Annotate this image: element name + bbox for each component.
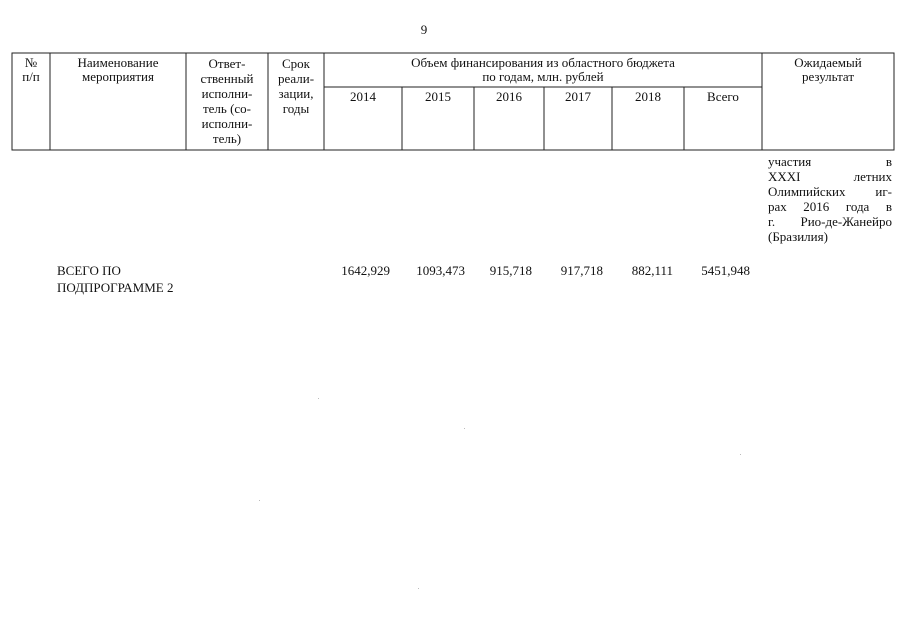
result-word: участия [768,154,812,169]
header-result [762,56,894,84]
header-year-total: Всего [707,89,739,104]
result-line [768,229,892,244]
header-year-2014: 2014 [350,89,376,104]
result-line [768,169,892,184]
header-executor-line: ственный [200,71,254,86]
total-value-2018: 882,111 [631,263,673,278]
header-financing-line: Объем финансирования из областного бюджета [411,55,675,70]
result-word: 2016 [803,199,830,214]
result-word: XXXI [768,169,801,184]
header-result-line: результат [801,69,855,84]
scan-speck [259,500,260,501]
result-line [768,214,892,229]
header-term-line: Срок [282,56,310,71]
total-value-2015: 1093,473 [416,263,465,278]
result-word: г. [768,214,776,229]
scan-speck [418,588,419,589]
expected-result-continued [768,154,892,244]
result-line [768,154,892,169]
header-executor-line: тель (со- [202,101,252,116]
total-label-line: ПОДПРОГРАММЕ 2 [57,280,174,295]
result-line [768,184,892,199]
header-num [12,56,50,84]
result-word: летних [853,169,892,184]
header-term-line: зации, [278,86,314,101]
header-name [50,56,186,84]
header-result-line: Ожидаемый [794,55,862,70]
result-word: года [845,199,870,214]
total-label [57,262,217,296]
total-value-all: 5451,948 [701,263,750,278]
header-executor-line: исполни- [201,116,253,131]
total-value-2016: 915,718 [489,263,532,278]
result-word: Олимпийских [768,184,846,199]
header-num-line: № [24,55,38,70]
header-term [268,56,324,116]
result-line [768,199,892,214]
scan-speck [318,398,319,399]
result-word: в [885,154,892,169]
table-header [0,0,905,152]
total-label-line: ВСЕГО ПО [57,263,121,278]
result-word: иг- [875,184,892,199]
header-executor-line: тель) [212,131,242,146]
scan-speck [740,454,741,455]
page-number: 9 [420,22,428,37]
header-executor-line: Ответ- [208,56,246,71]
header-year-2018: 2018 [635,89,661,104]
total-value-2017: 917,718 [560,263,603,278]
result-word: рах [768,199,787,214]
header-name-line: Наименование [77,55,159,70]
result-word: Рио-де-Жанейро [800,214,892,229]
header-executor [186,56,268,146]
header-year-2016: 2016 [496,89,522,104]
header-financing-line: по годам, млн. рублей [482,69,604,84]
header-term-line: реали- [277,71,315,86]
header-num-line: п/п [22,69,40,84]
scan-speck [464,428,465,429]
total-value-2014: 1642,929 [341,263,390,278]
result-word: в [885,199,892,214]
header-financing [324,56,762,84]
header-year-2015: 2015 [425,89,451,104]
header-name-line: мероприятия [81,69,154,84]
header-executor-line: исполни- [201,86,253,101]
header-year-2017: 2017 [565,89,591,104]
header-term-line: годы [282,101,310,116]
result-word: (Бразилия) [768,229,828,244]
